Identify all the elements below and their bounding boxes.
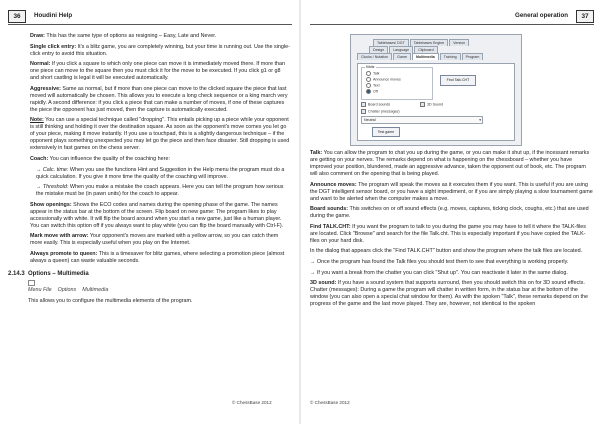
left-header xyxy=(8,8,292,25)
menu-path xyxy=(28,280,290,294)
paragraph-text: The program will speak the moves as it executes them if you want. This is useful if you are using the DGT intelligent sensor board, or you have a sight impediment, or if you are simply playing a slow tournament game and want to be alerted when the computer makes a move. xyxy=(310,181,593,202)
tab-tablebases-engine[interactable]: Tablebases Engine xyxy=(410,39,448,46)
paragraph-text: In the dialog that appears click the "Find TALK.CHT" button and show the program where the talk files are located. xyxy=(310,248,583,255)
paragraph-label: Aggressive: xyxy=(30,85,61,92)
paragraph xyxy=(30,117,290,152)
paragraph xyxy=(310,248,594,255)
paragraph xyxy=(30,61,290,82)
tab-tablebases-dgt[interactable]: Tablebases/ DGT xyxy=(373,39,409,46)
gutter xyxy=(299,0,301,424)
paragraph-label: Announce moves: xyxy=(310,181,357,188)
left-header-title: Houdini Help xyxy=(34,12,73,19)
paragraph-text: This is a timesaver for blitz games, where selecting a promotion piece (almost always a queen) can waste valuable seconds. xyxy=(30,250,285,264)
right-page xyxy=(302,0,600,424)
multimedia-panel xyxy=(357,63,515,141)
chevron-down-icon: ▾ xyxy=(479,118,481,122)
voice-select-value: Neutral xyxy=(364,118,376,122)
radio-announce-label: Announce moves xyxy=(373,77,401,82)
paragraph-text: You can allow the program to chat you up during the game, or you can make it shut up, if the incessant remarks are getting on your nerves. The remarks depend on what is happening on the chessboard – whether you have improved your position, blundered, made an aggressive advance, taken the opponent out of book, etc. The program will also comment on the opening that is being played. xyxy=(310,150,590,177)
left-page-number: 36 xyxy=(8,10,26,23)
tab-clocks-notation[interactable]: Clocks / Notation xyxy=(357,53,392,60)
kibitz-group xyxy=(361,67,433,100)
right-header-title: General operation xyxy=(515,12,568,19)
paragraph xyxy=(30,44,290,58)
right-page-number: 37 xyxy=(576,10,594,23)
paragraph-label: Draw: xyxy=(30,33,45,39)
paragraph xyxy=(310,270,594,277)
paragraph xyxy=(30,86,290,114)
right-body xyxy=(310,150,594,312)
paragraph-text: When you make a mistake the coach appears. Here you can tell the program how serious the mistake must be (in pawn units) for the coach to appear. xyxy=(36,184,284,198)
paragraph-text: When you use the functions Hint and Suggestion in the Help menu the program must do a quick calculation. If you give it more time the quality of the coaching will improve. xyxy=(36,166,285,180)
menu-path-multimedia: Multimedia xyxy=(82,287,109,294)
paragraph-text: You can influence the quality of the coaching here: xyxy=(48,155,170,162)
paragraph-text: Shows the ECO codes and names during the opening phase of the game. The names appear in the status bar at the bottom of the screen. Flip board on new game: The program likes to play accessionally with white. It will flip the board around when you start a new game, just like a human player. You can switch this option off if you always want to play white (you can flip the board manually with Ctrl-F). xyxy=(30,201,284,229)
left-footer: © ChessBase 2012 xyxy=(232,400,272,405)
menu-icon xyxy=(28,280,35,286)
paragraph-term: Threshold: xyxy=(42,184,69,191)
multimedia-section xyxy=(8,271,290,305)
paragraph xyxy=(30,184,290,198)
radio-text-label: Text xyxy=(373,83,380,88)
tab-language[interactable]: Language xyxy=(389,46,413,53)
board-sounds-checkbox[interactable] xyxy=(361,102,390,107)
arrow-bullet-icon: → xyxy=(310,269,317,276)
paragraph xyxy=(30,167,290,181)
menu-path-file: Menu File xyxy=(28,287,52,294)
paragraph xyxy=(310,150,594,178)
paragraph-label: Show openings: xyxy=(30,201,72,208)
paragraph-label: Coach: xyxy=(30,155,49,162)
radio-talk-label: Talk xyxy=(373,71,380,76)
tab-clipboard[interactable]: Clipboard xyxy=(414,46,437,53)
paragraph-text: It's a blitz game, you are completely winning, but your time is running out. Use the single-click entry to avoid this situation. xyxy=(30,43,290,57)
paragraph-label: Board sounds: xyxy=(310,206,349,213)
paragraph xyxy=(310,206,594,220)
paragraph-text: Once the program has found the Talk files you should test them to see that everything is working properly. xyxy=(316,258,569,265)
paragraph-label: 3D sound: xyxy=(310,280,337,287)
radio-talk[interactable] xyxy=(366,71,379,76)
paragraph-label: Note: xyxy=(30,117,44,124)
left-body xyxy=(30,33,290,269)
paragraph-text: If you have a sound system that supports surround, then you should switch this on for 3D sound effects. Chatter (messages): During a game the program will chatter in written form, in the status bar at the bottom of the window (you can also open a special chat window for them). As with the spoken "Talk", these remarks depend on the progress of the game and the last move played. They are, however, not identical to the spoken xyxy=(310,280,589,308)
arrow-bullet-icon: → xyxy=(310,258,317,265)
paragraph-label: Talk: xyxy=(310,150,323,156)
paragraph xyxy=(310,259,594,266)
chatter-checkbox[interactable] xyxy=(361,109,400,114)
paragraph xyxy=(30,251,290,265)
find-talk-cht-button[interactable]: Find Talk.CHT xyxy=(440,75,476,86)
paragraph xyxy=(30,33,290,40)
menu-path-options: Options xyxy=(57,287,77,294)
checkbox-box xyxy=(361,102,366,107)
section-title: Options – Multimedia xyxy=(28,271,89,277)
checkbox-box xyxy=(361,109,366,114)
paragraph-text: This switches on or off sound effects (e.g. moves, captures, ticking clock, coughs, etc.) that are used during the game. xyxy=(310,206,589,220)
section-intro: This allows you to configure the multimedia elements of the program. xyxy=(28,298,193,305)
radio-dot xyxy=(366,83,371,88)
test-game-button[interactable]: Test game xyxy=(372,127,400,137)
section-number: 2.14.3 xyxy=(8,271,25,277)
radio-off[interactable] xyxy=(366,89,378,94)
tab-training[interactable]: Training xyxy=(440,53,461,60)
arrow-bullet-icon: → xyxy=(36,184,43,191)
radio-dot xyxy=(366,77,371,82)
paragraph-label: Single click entry: xyxy=(30,43,77,50)
paragraph-term: Calc. time: xyxy=(42,166,69,173)
paragraph-label: Normal: xyxy=(30,61,51,68)
paragraph-label: Find TALK.CHT: xyxy=(310,223,351,230)
arrow-bullet-icon: → xyxy=(36,166,43,173)
3d-sound-label: 3D Sound xyxy=(427,102,443,107)
paragraph xyxy=(310,224,594,245)
checkbox-box xyxy=(420,102,425,107)
options-dialog xyxy=(350,34,522,146)
voice-select[interactable] xyxy=(361,116,483,124)
radio-announce-moves[interactable] xyxy=(366,77,401,82)
radio-dot xyxy=(366,71,371,76)
paragraph xyxy=(30,202,290,230)
paragraph-text: Same as normal, but if more than one piece can move to the clicked square the piece that last moved will automatically be chosen. This allows you to execute a long check sequence or a king march very rapidly. A second difference: if you click a piece that can make a number of moves, if one of these captures the piece the opponent has just moved, then the capture is automatically executed. xyxy=(30,85,288,113)
paragraph xyxy=(310,182,594,203)
3d-sound-checkbox[interactable] xyxy=(420,102,443,107)
kibitz-group-label: Kibitz xyxy=(366,65,375,69)
tab-version[interactable]: Version xyxy=(449,39,469,46)
paragraph-label: Always promote to queen: xyxy=(30,250,98,257)
tab-strip xyxy=(355,39,515,60)
tab-game[interactable]: Game xyxy=(393,53,411,60)
right-footer: © ChessBase 2012 xyxy=(310,400,350,405)
tab-multimedia[interactable]: Multimedia xyxy=(412,53,439,60)
radio-dot-selected xyxy=(366,89,371,94)
paragraph-text: This has the same type of options as resigning – Easy, Late and Never. xyxy=(44,33,217,39)
radio-text[interactable] xyxy=(366,83,380,88)
paragraph-text: If you want a break from the chatter you can click "Shut up". You can reactivate it later in the same dialog. xyxy=(316,269,568,276)
chatter-label: Chatter (messages) xyxy=(368,109,400,114)
paragraph-text: Your opponent's moves are marked with a yellow arrow, so you can catch them more easily. This is especially useful when you play on the Internet. xyxy=(30,233,279,247)
board-sounds-label: Board sounds xyxy=(368,102,391,107)
paragraph xyxy=(310,280,594,308)
tab-design[interactable]: Design xyxy=(369,46,388,53)
paragraph xyxy=(30,233,290,247)
radio-off-label: Off xyxy=(373,89,378,94)
paragraph-text: If you want the program to talk to you during the game you may have to tell it where the TALK-files are located. Click "Browse" and search for the file Talk.cht. This is especially important if you have copied the TALK-files on your hard disk. xyxy=(310,223,586,244)
right-header xyxy=(310,8,594,25)
paragraph-label: Mark move with arrow: xyxy=(30,233,89,240)
paragraph xyxy=(30,156,290,163)
tab-program[interactable]: Program xyxy=(462,53,484,60)
paragraph-text: You can use a special technique called "dropping". This entails picking up a piece while your opponent is still thinking and holding it over the destination square. As soon as the opponent's move comes you let go of your piece, making it move instantly. If you use a touchpad, this is a slightly dangerous technique – if the opponent plays something unexpected you may let go the piece and then face disaster. Still dropping is used extensively in fast games on the chess server. xyxy=(30,117,290,152)
paragraph-text: If you click a square to which only one piece can move it is immediately moved there. If more than one piece can move to the square then you must click it for the move to be executed. If you click g1 or g8 and short castling is legal it will be executed automatically. xyxy=(30,61,285,82)
